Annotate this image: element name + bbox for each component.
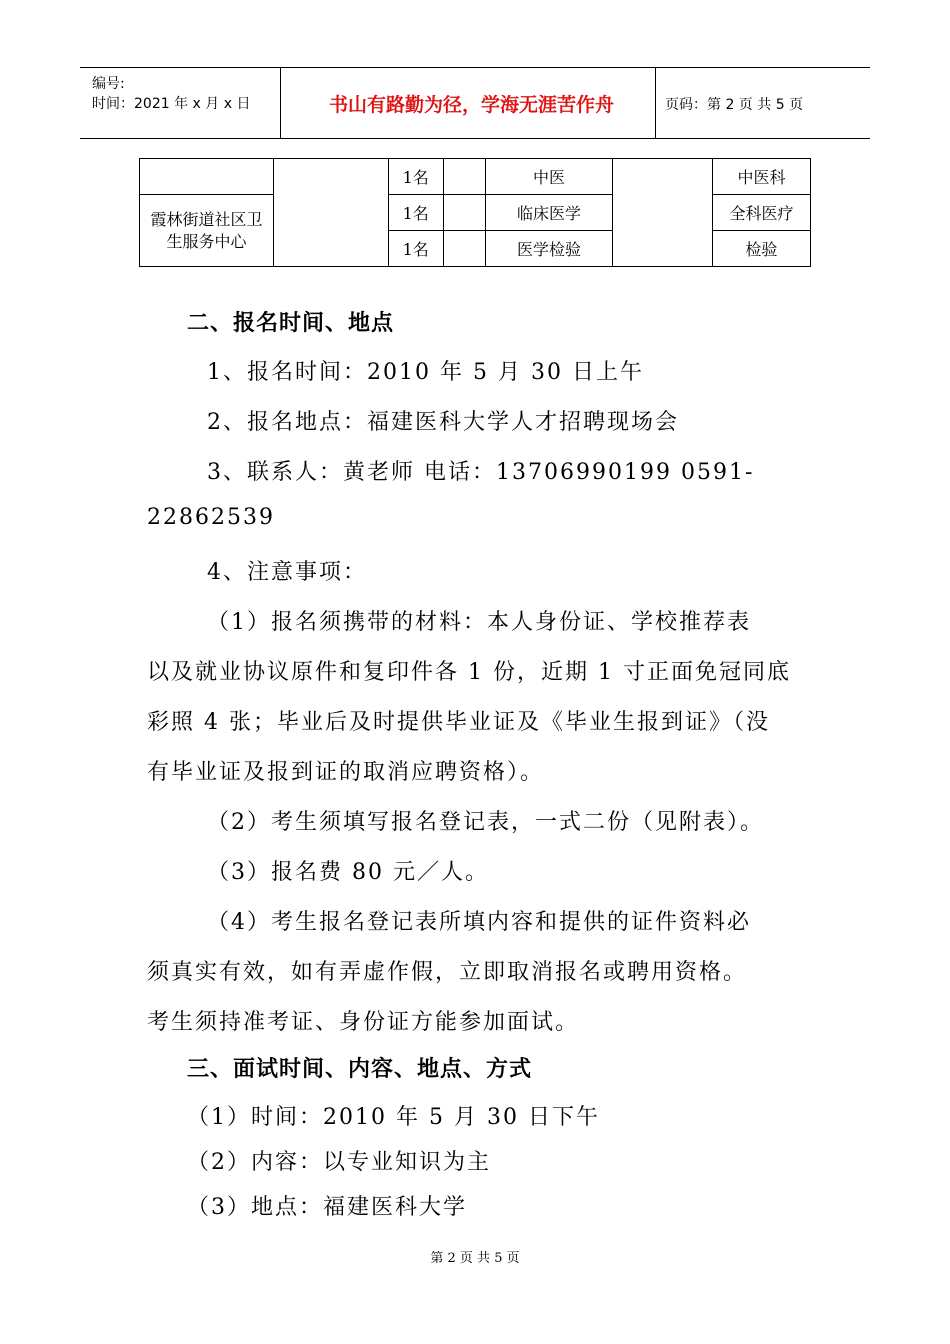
table-cell — [443, 231, 485, 267]
header-motto: 书山有路勤为径，学海无涯苦作舟 — [328, 93, 614, 116]
table-cell — [140, 159, 274, 195]
table-cell — [613, 159, 713, 267]
major-cell: 医学检验 — [485, 231, 613, 267]
dept-cell: 中医科 — [713, 159, 811, 195]
major-cell: 临床医学 — [485, 195, 613, 231]
paragraph: （4）考生报名登记表所填内容和提供的证件资料必 — [207, 910, 751, 935]
recruitment-table — [139, 158, 811, 267]
section-title: 二、报名时间、地点 — [187, 311, 395, 336]
paragraph: 3、联系人：黄老师 电话：13706990199 0591- — [207, 460, 755, 485]
code-label: 编号: — [92, 76, 125, 92]
paragraph: 考生须持准考证、身份证方能参加面试。 — [147, 1010, 580, 1035]
headcount-cell: 1名 — [388, 159, 443, 195]
unit-cell — [140, 195, 274, 267]
major-cell: 中医 — [485, 159, 613, 195]
paragraph: 4、注意事项： — [207, 560, 367, 585]
table-cell — [273, 159, 388, 267]
section-title: 三、面试时间、内容、地点、方式 — [187, 1057, 533, 1082]
paragraph: （2）考生须填写报名登记表，一式二份（见附表）。 — [207, 810, 764, 835]
paragraph: （1）时间：2010 年 5 月 30 日下午 — [187, 1105, 600, 1130]
paragraph: 以及就业协议原件和复印件各 1 份，近期 1 寸正面免冠同底 — [147, 660, 791, 685]
table-cell — [443, 195, 485, 231]
headcount-cell: 1名 — [388, 231, 443, 267]
paragraph: （3）地点：福建医科大学 — [187, 1195, 467, 1220]
paragraph: 2、报名地点：福建医科大学人才招聘现场会 — [207, 410, 679, 435]
dept-cell: 检验 — [713, 231, 811, 267]
paragraph: 1、报名时间：2010 年 5 月 30 日上午 — [207, 360, 644, 385]
paragraph: 彩照 4 张；毕业后及时提供毕业证及《毕业生报到证》（没 — [147, 710, 770, 735]
page-footer: 第 2 页 共 5 页 — [430, 1251, 520, 1266]
paragraph: （2）内容：以专业知识为主 — [187, 1150, 491, 1175]
table-cell — [443, 159, 485, 195]
header-divider — [280, 68, 281, 138]
paragraph: （3）报名费 80 元／人。 — [207, 860, 489, 885]
header-page-info: 页码：第 2 页 共 5 页 — [665, 97, 804, 113]
dept-cell: 全科医疗 — [713, 195, 811, 231]
table-row — [140, 159, 811, 195]
paragraph: 有毕业证及报到证的取消应聘资格）。 — [147, 760, 545, 785]
paragraph: （1）报名须携带的材料：本人身份证、学校推荐表 — [207, 610, 751, 635]
headcount-cell: 1名 — [388, 195, 443, 231]
unit-name: 霞林街道社区卫生服务中心 — [150, 209, 263, 251]
page-header — [80, 67, 870, 139]
header-divider — [655, 68, 656, 138]
header-meta — [92, 74, 250, 114]
time-label: 时间：2021 年 x 月 x 日 — [92, 96, 251, 112]
paragraph: 须真实有效，如有弄虚作假，立即取消报名或聘用资格。 — [147, 960, 748, 985]
paragraph: 22862539 — [147, 505, 275, 530]
